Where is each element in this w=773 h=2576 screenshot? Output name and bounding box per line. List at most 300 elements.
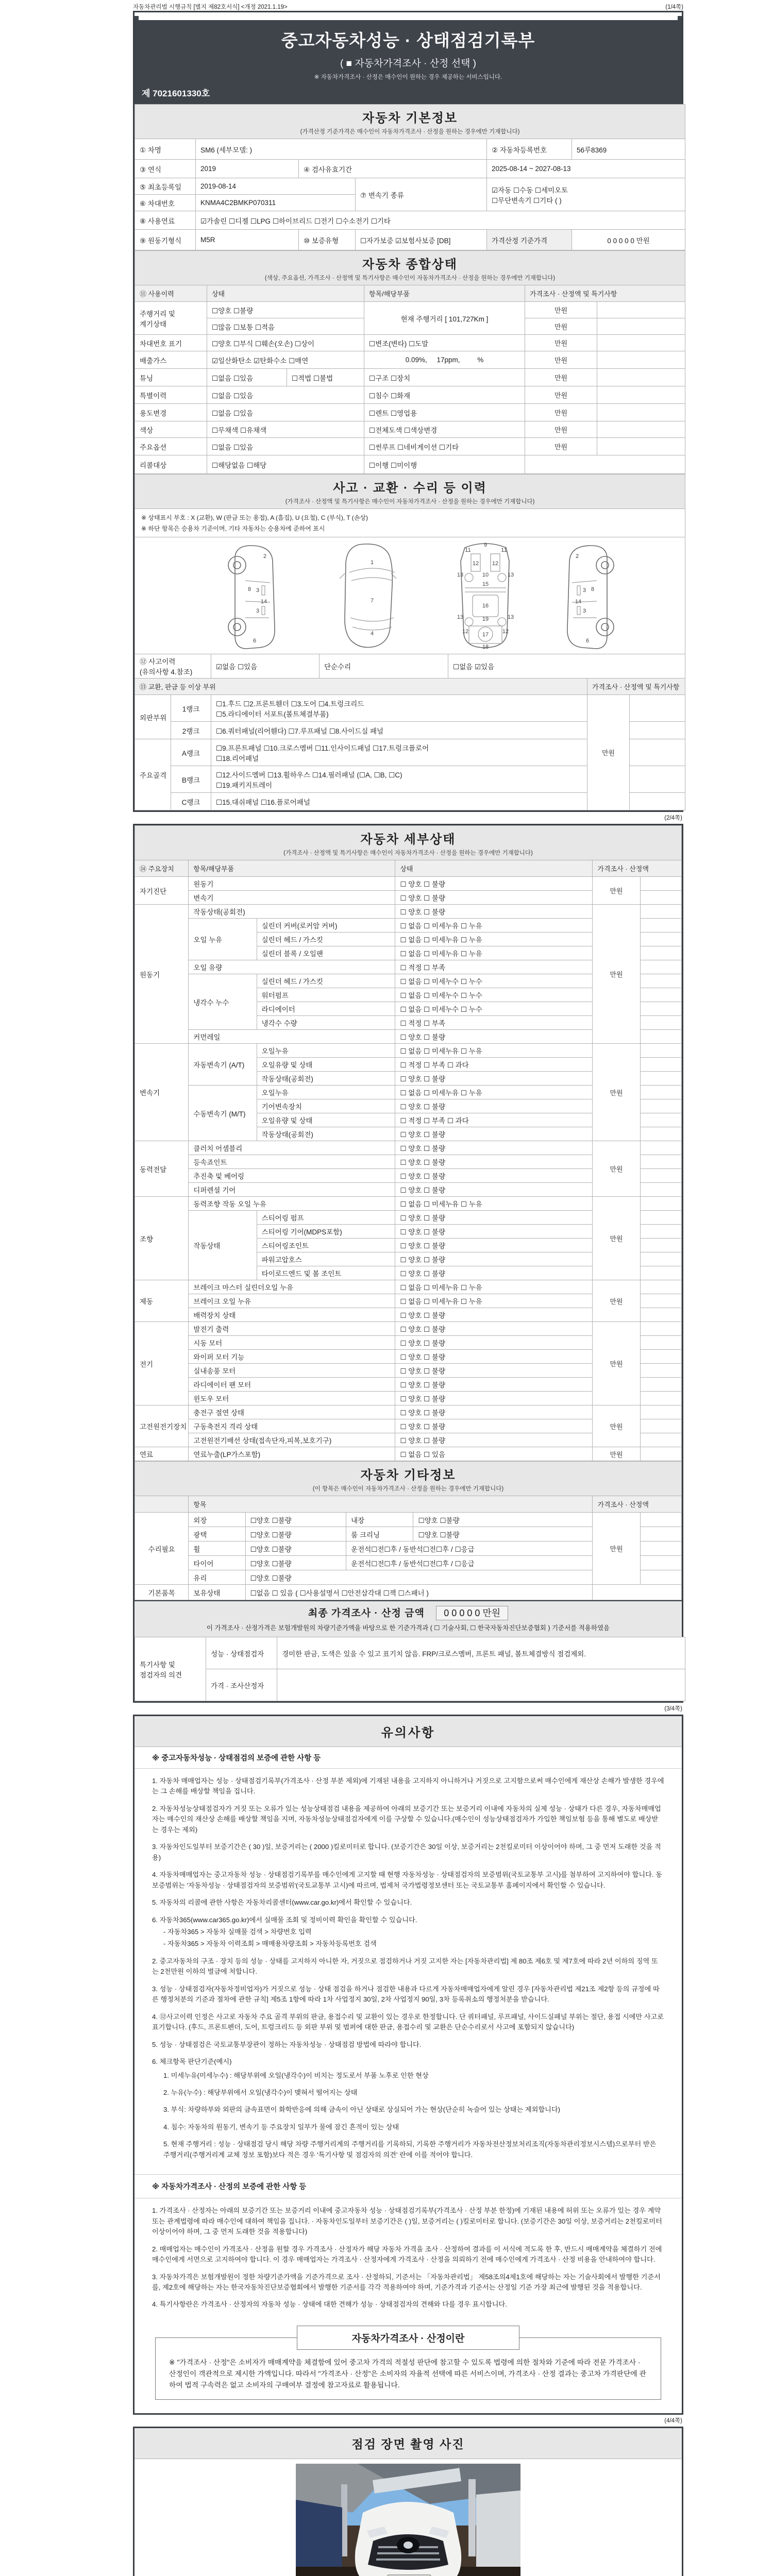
page-marker-4: (4/4쪽) [664, 2418, 682, 2425]
label-transmission: ⑦ 변속기 종류 [356, 178, 487, 211]
warranty-options[interactable]: ☐자가보증 ☑보험사보증 [DB] [356, 230, 487, 250]
tire-options[interactable]: ☐양호 ☐불량 [245, 1556, 346, 1570]
roomcleaning-options[interactable]: ☐양호 ☐불량 [413, 1527, 593, 1541]
state-options[interactable]: ☐ 없음 ☐ 미세누유 ☐ 누유 [395, 1294, 593, 1308]
accident-history-options[interactable]: ☑없음 ☐있음 [211, 654, 320, 679]
basic-info-table [135, 104, 685, 250]
vinmark-item-options[interactable]: ☐변조(변타) ☐도말 [364, 335, 525, 351]
label-car-name: ① 차명 [135, 139, 196, 160]
part-item-label: 작동상태(공회전) [257, 1127, 395, 1141]
detail-price-note [640, 905, 681, 919]
special-exist-options[interactable]: ☐없음 ☐있음 [207, 386, 364, 404]
part-item-label: 실린더 커버(로커암 커버) [257, 919, 395, 933]
detail-row [135, 1405, 682, 1419]
row-mileage-label: 주행거리 및 계기상태 [135, 302, 207, 335]
panel-number: 14 [260, 599, 267, 605]
rank2-price-note [630, 722, 685, 739]
part-item-label: 오일누유 [257, 1086, 395, 1099]
value-model-year: 2019 [196, 160, 299, 178]
etc-title: 자동차 기타정보 [360, 1468, 456, 1482]
state-options[interactable]: ☐ 없음 ☐ 미세누유 ☐ 누유 [395, 1280, 593, 1294]
device-group-label: 변속기 [135, 1044, 189, 1141]
part-item-label: 파워고압호스 [257, 1252, 395, 1266]
state-options[interactable]: ☐ 양호 ☐ 불량 [395, 1030, 593, 1044]
transmission-options-line1[interactable]: ☑자동 ☐수동 ☐세미오토 [492, 186, 568, 194]
label-first-reg: ⑤ 최초등록일 [135, 178, 196, 195]
value-vin: KNMA4C2BMKP070311 [196, 195, 356, 211]
detail-price-unit: 만원 [593, 1141, 640, 1197]
transmission-options[interactable] [487, 178, 685, 211]
detail-price-unit: 만원 [593, 1447, 640, 1461]
detail-price-unit: 만원 [593, 1280, 640, 1322]
etc-info-table [135, 1461, 682, 1600]
etc-title-band [135, 1462, 682, 1496]
wheel-label: 휠 [189, 1541, 245, 1556]
header-stripe [139, 16, 678, 20]
special-kind-options[interactable]: ☐침수 ☐화재 [364, 386, 525, 404]
interior-label: 내장 [346, 1513, 413, 1527]
detail-price-note [640, 1127, 681, 1141]
page-marker-3: (3/4쪽) [664, 1706, 682, 1712]
label-inspection-valid: ④ 검사유효기간 [299, 160, 487, 178]
photos-title: 점검 장면 촬영 사진 [351, 2437, 465, 2451]
state-options[interactable]: ☐ 양호 ☐ 불량 [395, 1155, 593, 1169]
state-options[interactable]: ☐ 양호 ☐ 불량 [395, 1225, 593, 1239]
state-options[interactable]: ☐ 양호 ☐ 불량 [395, 1211, 593, 1225]
holding-price-note [593, 1585, 682, 1600]
panel-number: 4 [370, 631, 374, 637]
simple-repair-options[interactable]: ☐없음 ☑있음 [448, 654, 685, 679]
regulation-text: 자동차관리법 시행규칙 [별지 제82호서식] <개정 2021.1.19> [133, 4, 288, 10]
detail-row [135, 1044, 682, 1058]
doc-service-note: ※ 자동차가격조사 · 산정은 매수인이 원하는 경우 제공하는 서비스입니다. [314, 74, 502, 80]
device-group-label: 제동 [135, 1280, 189, 1322]
state-options[interactable]: ☐ 적정 ☐ 부족 ☐ 과다 [395, 1113, 593, 1127]
detail-price-note [640, 1266, 681, 1280]
panel-number: 7 [370, 598, 374, 604]
state-options[interactable]: ☐ 양호 ☐ 불량 [395, 1141, 593, 1155]
detail-title-band [135, 826, 682, 860]
tuning-kind-options[interactable]: ☐구조 ☐장치 [364, 369, 525, 386]
panel-number: 3 [256, 587, 260, 594]
notice-item-bullet: - 자동차365 > 자동차 실매물 검색 > 차량번호 입력 [163, 1927, 312, 1936]
glass-price-note [640, 1570, 681, 1585]
detail-price-note [640, 1211, 681, 1225]
outer-panel-group-label: 외판부위 [135, 695, 171, 739]
panel-number: 8 [591, 586, 595, 592]
label-engine-type: ⑨ 원동기형식 [135, 230, 196, 250]
panel-number: 13 [507, 614, 514, 620]
overall-header-use: ⑪ 사용이력 [135, 285, 207, 302]
state-options[interactable]: ☐ 양호 ☐ 불량 [395, 1072, 593, 1086]
row-vinmark-label: 차대번호 표기 [135, 335, 207, 351]
label-fuel: ⑧ 사용연료 [135, 211, 196, 230]
usechange-kind-options[interactable]: ☐렌트 ☐영업용 [364, 404, 525, 421]
part-item-label: 윈도우 모터 [189, 1392, 395, 1405]
detail-price-note [640, 1113, 681, 1127]
notice-subitem: 3. 부식: 차량하부와 외판의 금속표면이 화학반응에 의해 금속이 아닌 상태로 상실되어 가는 현상(단순히 녹슬어 있는 상태는 제외합니다) [163, 2106, 560, 2114]
label-warranty-type: ⑩ 보증유형 [299, 230, 356, 250]
rank2-options[interactable]: ☐6.쿼터패널(리어휀다) ☐7.루프패널 ☐8.사이드실 패널 [211, 722, 587, 739]
detail-price-note [640, 974, 681, 988]
doc-number: 제 7021601330호 [142, 89, 210, 98]
overall-title-band [135, 251, 685, 285]
infobox-text: ※ "가격조사 · 산정"은 소비자가 매매계약을 체결함에 있어 중고차 가격의 적절성 판단에 참고할 수 있도록 법령에 의한 절차와 기준에 따라 전문 가격조사 · 산정인이 객관적으로 제시한 가액입니다. 따라서 "가격조사 · 산정"은 소비자의 자율적 선택에 따른 서비스이며, 가격조사 · 산정 결과는 중고차 가격판단에 관하여 법적 구속력은 없고 소비자의 구매여부 결정에 참고자료로 활용됩니다. [169, 2358, 646, 2389]
accident-legend-symbols: ※ 상태표시 부호 : X (교환), W (판금 또는 용접), A (흠집), U (요철), C (부식), T (손상) [141, 514, 368, 521]
panel-number: 19 [482, 616, 489, 622]
overall-header-price: 가격조사 · 산정액 및 특기사항 [525, 285, 685, 302]
detail-price-note [640, 1350, 681, 1364]
device-group-label: 고전원전기장치 [135, 1405, 189, 1447]
state-options[interactable]: ☐ 없음 ☐ 미세누유 ☐ 누유 [395, 919, 593, 933]
final-price-band [135, 1600, 682, 1637]
state-options[interactable]: ☐ 없음 ☐ 미세누유 ☐ 누유 [395, 933, 593, 946]
basic-subtitle: (가격산정 기준가격은 매수인이 자동차가격조사 · 산정을 원하는 경우에만 기재합니다) [300, 129, 520, 135]
state-options[interactable]: ☐ 양호 ☐ 불량 [395, 1169, 593, 1183]
notice-subitem: 1. 미세누유(미세누수) : 해당부위에 오일(냉각수)이 비치는 정도로서 부품 노후로 인한 현상 [163, 2071, 429, 2079]
rankB-price-note [630, 766, 685, 793]
accident-legend [135, 509, 685, 537]
state-options[interactable]: ☐ 양호 ☐ 불량 [395, 1336, 593, 1350]
subgroup-label: 냉각수 누수 [189, 974, 257, 1030]
notice-item: 3. 자동차인도일부터 보증기간은 ( 30 )일, 보증거리는 ( 2000 )킬로미터로 합니다. (보증기간은 30일 이상, 보증거리는 2천킬로미터 이상이어야 하며, 그 중 먼저 도래한 것을 적용) [152, 1843, 661, 1861]
panel-number: 6 [253, 638, 257, 644]
panel-number: 2 [575, 553, 579, 560]
row-emission-label: 배출가스 [135, 351, 207, 369]
recall-done-options[interactable]: ☐이행 ☐미이행 [364, 455, 525, 474]
part-item-label: 실린더 헤드 / 가스킷 [257, 933, 395, 946]
page2-block [133, 824, 683, 1703]
detail-price-unit: 만원 [593, 877, 640, 905]
rankB-label: B랭크 [171, 766, 211, 793]
notice-section1-head: ※ 중고자동차성능 · 상태점검의 보증에 관한 사항 등 [135, 1747, 682, 1769]
detail-price-unit: 만원 [593, 905, 640, 1044]
state-options[interactable]: ☐ 없음 ☐ 미세누유 ☐ 누유 [395, 946, 593, 960]
doc-header [135, 16, 682, 104]
notice-item: 1. 가격조사 · 산정자는 아래의 보증기간 또는 보증거리 이내에 중고자동차 성능 · 상태점검기록부(가격조사 · 산정 부분 한정)에 기재된 내용에 허위 또는 오류가 있는 경우 계약 또는 관계법령에 따라 매수인에 대하여 책임을 집니다. · 자동차인도일부터 보증기간은 ( )일, 보증거리는 ( )킬로미터로 합니다. (보증기간은 30일 이상, 보증거리는 2천킬로미터 이상이어야 하며, 그 중 먼저 도래한 것을 적용합니다) [152, 2207, 662, 2236]
glass-label: 유리 [189, 1570, 245, 1585]
part-item-label: 타이로드엔드 및 볼 조인트 [257, 1266, 395, 1280]
value-reg-no: 56루8369 [572, 139, 685, 160]
panel-number: 11 [465, 547, 471, 553]
state-options[interactable]: ☐ 적정 ☐ 부족 [395, 960, 593, 974]
detail-price-note [640, 1072, 681, 1086]
device-group-label: 전기 [135, 1322, 189, 1405]
color-kind-options[interactable]: ☐전체도색 ☐색상변경 [364, 421, 525, 438]
rankA-options-line2[interactable]: ☐18.리어패널 [216, 754, 259, 762]
wheel-options[interactable]: ☐양호 ☐불량 [245, 1541, 346, 1556]
usechange-price-unit: 만원 [525, 404, 597, 421]
option-price-note [597, 438, 685, 455]
state-options[interactable]: ☐ 없음 ☐ 있음 [395, 1447, 593, 1461]
part-item-label: 실린더 헤드 / 가스킷 [257, 974, 395, 988]
panel-number: 3 [582, 587, 586, 594]
rank1-options-line1[interactable]: ☐1.후드 ☐2.프론트휀더 ☐3.도어 ☐4.트렁크리드 [216, 700, 364, 708]
panel-number: 11 [501, 547, 507, 553]
value-engine-type: M5R [196, 230, 299, 250]
detail-price-note [640, 1419, 681, 1433]
device-group-label: 동력전달 [135, 1141, 189, 1197]
state-options[interactable]: ☐ 양호 ☐ 불량 [395, 1099, 593, 1113]
panel-number: 3 [256, 608, 260, 614]
page1-block [133, 11, 683, 812]
state-options[interactable]: ☐ 적정 ☐ 부족 [395, 1016, 593, 1030]
rankB-options[interactable] [211, 766, 587, 793]
photos-block [133, 2427, 683, 2576]
detail-row [135, 877, 682, 891]
detail-price-note [640, 1336, 681, 1350]
detail-price-note [640, 1044, 681, 1058]
detail-header-state: 상태 [395, 860, 593, 877]
state-options[interactable]: ☐ 양호 ☐ 불량 [395, 1350, 593, 1364]
tuning-legal-options[interactable]: ☐적법 ☐불법 [287, 369, 364, 386]
tire-position-options[interactable]: 운전석☐전☐후 / 동반석☐전☐후 / ☐응급 [346, 1556, 593, 1570]
vinmark-state-options[interactable]: ☐양호 ☐부식 ☐훼손(오손) ☐상이 [207, 335, 364, 351]
final-price-label: 최종 가격조사 · 산정 금액 [308, 1608, 425, 1619]
state-options[interactable]: ☐ 없음 ☐ 미세누유 ☐ 누유 [395, 1044, 593, 1058]
appraiser-label: 가격 · 조사산정자 [206, 1669, 277, 1701]
detail-price-note [640, 1378, 681, 1392]
detail-price-note [640, 1294, 681, 1308]
notice-item: 3. 자동차가격은 보험개발원이 정한 차량기준가액을 기준가격으로 조사 · 산정하되, 기준서는 「자동차관리법」 제58조의4제1호에 해당하는 자는 기술사회에서 발행한 기준서를, 제2호에 해당하는 자는 한국자동차진단보증협회에서 발행한 기준서를 각각 적용하여야 하며, 기준가격과 기준서는 산정일 기준 가장 최근에 발행된 것을 적용합니다. [152, 2273, 661, 2291]
state-options[interactable]: ☐ 양호 ☐ 불량 [395, 1308, 593, 1322]
part-item-label: 오일 유량 [189, 960, 395, 974]
notice-title: 유의사항 [381, 1726, 435, 1740]
detail-price-note [640, 1155, 681, 1169]
detail-price-unit: 만원 [593, 1405, 640, 1447]
label-model-year: ③ 연식 [135, 160, 196, 178]
car-diagram-svg [135, 540, 671, 651]
panel-number: 17 [482, 632, 489, 638]
detail-price-note [640, 877, 681, 891]
part-item-label: 실내송풍 모터 [189, 1364, 395, 1378]
panel-number: 12 [462, 629, 469, 635]
rankC-options[interactable]: ☐15.대쉬패널 ☐16.플로어패널 [211, 793, 587, 810]
mileage-amount-options[interactable]: ☐많음 ☐보통 ☐적음 [207, 318, 364, 335]
notice-item: 5. 성능 · 상태점검은 국토교통부장관이 정하는 자동차성능 · 상태점검 방법에 따라야 합니다. [152, 2040, 422, 2048]
value-car-name: SM6 (세부모델: ) [196, 139, 487, 160]
car-damage-diagram [135, 537, 685, 654]
tuning-price-unit: 만원 [525, 369, 597, 386]
detail-price-note [640, 1239, 681, 1252]
subgroup-label: 수동변속기 (M/T) [189, 1086, 257, 1141]
etc-subtitle: (이 항목은 매수인이 자동차가격조사 · 산정을 원하는 경우에만 기재합니다) [312, 1486, 504, 1492]
part-item-label: 기어변속장치 [257, 1099, 395, 1113]
final-price-value: 0 0 0 0 0 만원 [436, 1606, 508, 1620]
rankB-options-line1[interactable]: ☐12.사이드멤버 ☐13.휠하우스 ☐14.필러패널 (☐A, ☐B, ☐C) [216, 771, 402, 779]
detail-price-note [640, 988, 681, 1002]
notice-item: 6. 자동차365(www.car365.go.kr)에서 실매물 조회 및 정비이력 확인을 확인할 수 있습니다. [152, 1916, 417, 1924]
detail-row [135, 905, 682, 919]
state-options[interactable]: ☐ 양호 ☐ 불량 [395, 1266, 593, 1280]
state-options[interactable]: ☐ 양호 ☐ 불량 [395, 1405, 593, 1419]
state-options[interactable]: ☐ 양호 ☐ 불량 [395, 1378, 593, 1392]
panel-number: 2 [263, 553, 267, 560]
rankB-options-line2[interactable]: ☐19.패키지트레이 [216, 781, 273, 789]
etc-header-item: 항목 [189, 1496, 593, 1513]
detail-price-note [640, 1447, 681, 1461]
detail-header-item: 항목/해당부품 [189, 860, 395, 877]
notice-section3-body [135, 2198, 682, 2322]
vinmark-price-unit: 만원 [525, 335, 597, 351]
part-item-label: 충전구 절연 상태 [189, 1405, 395, 1419]
tire-price-note [640, 1556, 681, 1570]
rankA-options-line1[interactable]: ☐9.프론트패널 ☐10.크로스멤버 ☐11.인사이드패널 ☐17.트렁크플로어 [216, 744, 429, 752]
exterior-options[interactable]: ☐양호 ☐불량 [245, 1513, 346, 1527]
part-item-label: 시동 모터 [189, 1336, 395, 1350]
recall-target-options[interactable]: ☐해당없음 ☐해당 [207, 455, 364, 474]
rankC-label: C랭크 [171, 793, 211, 810]
state-options[interactable]: ☐ 양호 ☐ 불량 [395, 1419, 593, 1433]
etc-header-price: 가격조사 · 산정액 [593, 1496, 682, 1513]
option-exist-options[interactable]: ☐없음 ☐있음 [207, 438, 364, 455]
repair-need-group-label: 수리필요 [135, 1513, 189, 1585]
detail-row [135, 1322, 682, 1336]
mileage-price-note [597, 302, 685, 318]
basic-title: 자동차 기본정보 [362, 111, 458, 125]
interior-options[interactable]: ☐양호 ☐불량 [413, 1513, 593, 1527]
notice-subitem: 4. 침수: 자동차의 원동기, 변속기 등 주요장치 일부가 물에 잠긴 흔적이 있는 상태 [163, 2123, 399, 2131]
notice-block [133, 1715, 683, 2415]
state-options[interactable]: ☐ 양호 ☐ 불량 [395, 1392, 593, 1405]
state-options[interactable]: ☐ 양호 ☐ 불량 [395, 1322, 593, 1336]
holding-state-options[interactable]: ☐없음 ☐ 있음 ( ☐사용설명서 ☐안전삼각대 ☐잭 ☐스패너 ) [245, 1585, 593, 1600]
tuning-exist-options[interactable]: ☐없음 ☐있음 [207, 369, 287, 386]
exterior-label: 외장 [189, 1513, 245, 1527]
tire-label: 타이어 [189, 1556, 245, 1570]
mileage-state-options[interactable]: ☐양호 ☐불량 [207, 302, 364, 318]
detail-subtitle: (가격조사 · 산정액 및 특기사항은 매수인이 자동차가격조사 · 산정을 원하는 경우에만 기재합니다) [283, 850, 533, 856]
state-options[interactable]: ☐ 양호 ☐ 불량 [395, 1433, 593, 1447]
infobox-title: 자동차가격조사 · 산정이란 [297, 2326, 519, 2350]
price-survey-infobox [155, 2333, 661, 2400]
detail-price-note [640, 1405, 681, 1419]
notice-item: 5. 자동차의 리콜에 관한 사항은 자동차리콜센터(www.car.go.kr)에서 확인할 수 있습니다. [152, 1899, 412, 1907]
panel-number: 14 [575, 599, 582, 605]
wheel-position-options[interactable]: 운전석☐전☐후 / 동반석☐전☐후 / ☐응급 [346, 1541, 593, 1556]
device-group-label: 연료 [135, 1447, 189, 1461]
state-options[interactable]: ☐ 양호 ☐ 불량 [395, 1183, 593, 1197]
part-item-label: 등속죠인트 [189, 1155, 395, 1169]
detail-price-note [640, 1099, 681, 1113]
device-group-label: 자기진단 [135, 877, 189, 905]
detail-row [135, 1141, 682, 1155]
rankA-label: A랭크 [171, 739, 211, 766]
part-item-label: 오일누유 [257, 1044, 395, 1058]
page-marker-1: (1/4쪽) [665, 4, 683, 10]
notice-item-bullet: - 자동차365 > 자동차 이력조회 > 매매용차량조회 > 자동차등록번호 검색 [163, 1940, 377, 1948]
overall-title: 자동차 종합상태 [362, 258, 458, 272]
fuel-options[interactable]: ☑가솔린 ☐디젤 ☐LPG ☐하이브리드 ☐전기 ☐수소전기 ☐기타 [196, 211, 685, 230]
subgroup-label: 작동상태 [189, 1211, 257, 1280]
mileage-current-value: 현재 주행거리 [ 101,727Km ] [364, 302, 525, 335]
appraiser-opinion-text [277, 1669, 685, 1701]
detail-price-note [640, 933, 681, 946]
main-frame-group-label: 주요골격 [135, 739, 171, 810]
emission-state-options[interactable]: ☑일산화탄소 ☑탄화수소 ☐매연 [207, 351, 364, 369]
usechange-exist-options[interactable]: ☐없음 ☐있음 [207, 404, 364, 421]
part-item-label: 실린더 블록 / 오일팬 [257, 946, 395, 960]
overall-header-item: 항목/해당부품 [364, 285, 525, 302]
row-option-label: 주요옵션 [135, 438, 207, 455]
part-item-label: 구동축전지 격리 상태 [189, 1419, 395, 1433]
state-options[interactable]: ☐ 없음 ☐ 미세누수 ☐ 누수 [395, 1002, 593, 1016]
part-item-label: 스티어링조인트 [257, 1239, 395, 1252]
state-options[interactable]: ☐ 없음 ☐ 미세누수 ☐ 누수 [395, 988, 593, 1002]
state-options[interactable]: ☐ 없음 ☐ 미세누유 ☐ 누유 [395, 1086, 593, 1099]
exterior-price-note [640, 1513, 681, 1527]
mileage-price-unit2: 만원 [525, 318, 597, 335]
detail-price-note [640, 891, 681, 905]
detail-price-note [640, 1225, 681, 1239]
panel-number: 12 [492, 561, 499, 567]
part-item-label: 라디에이터 [257, 1002, 395, 1016]
page-marker-2: (2/4쪽) [664, 815, 682, 821]
panel-number: 13 [457, 572, 464, 578]
part-item-label: 스티어링 펌프 [257, 1211, 395, 1225]
state-options[interactable]: ☐ 양호 ☐ 불량 [395, 877, 593, 891]
transmission-options-line2[interactable]: ☐무단변속기 ☐기타 ( ) [492, 196, 562, 205]
state-options[interactable]: ☐ 적정 ☐ 부족 ☐ 과다 [395, 1058, 593, 1072]
notice-item: 2. 중고자동차의 구조 · 장치 등의 성능 · 상태를 고지하지 아니한 자, 거짓으로 점검하거나 거짓 고지한 자는 [자동차관리법] 제 80조 제6호 및 제7호에 따라 2년 이하의 징역 또는 2천만원 이하의 벌금에 처합니다. [152, 1957, 658, 1976]
rankC-price-note [630, 793, 685, 810]
detail-row [135, 1197, 682, 1211]
etc-header-blank [135, 1496, 189, 1513]
notice-item: 3. 성능 · 상태점검자(자동차정비업자)가 거짓으로 성능 · 상태 점검을 하거나 점검한 내용과 다르게 자동차매매업자에게 알린 경우 [자동차관리법 제21조 제2항 등의 규정에 따른 행정처분의 기준과 절차에 관한 규칙] 제5조 1항에 따라 1차 사업정지 30일, 2차 사업정지 90일, 3차 등록취소의 행정처분을 받습니다. [152, 1985, 660, 2004]
rank1-options[interactable] [211, 695, 587, 722]
state-options[interactable]: ☐ 양호 ☐ 불량 [395, 891, 593, 905]
polish-options[interactable]: ☐양호 ☐불량 [245, 1527, 346, 1541]
state-options[interactable]: ☐ 양호 ☐ 불량 [395, 1252, 593, 1266]
row-color-label: 색상 [135, 421, 207, 438]
state-options[interactable]: ☐ 양호 ☐ 불량 [395, 1364, 593, 1378]
panel-number: 8 [247, 586, 251, 592]
detail-price-note [640, 1252, 681, 1266]
notice-item: 4. 자동차매매업자는 중고자동차 성능 · 상태점검기록부를 매수인에게 고지할 때 현행 자동차성능 · 상태점검자의 보증범위(국토교통부 고시)를 첨부하여 고지하여야 합니다. 동 보증범위는 '자동차성능 · 상태점검자의 보증범위'(국토교통부 고시)에 따르며, 법제처 국가법령정보센터 또는 국토교통부 홈페이지에서 확인할 수 있습니다. [152, 1871, 662, 1889]
row-special-label: 특별이력 [135, 386, 207, 404]
color-state-options[interactable]: ☐무채색 ☐유채색 [207, 421, 364, 438]
overall-subtitle: (색상, 주요옵션, 가격조사 · 산정액 및 특기사항은 매수인이 자동차가격조사 · 산정을 원하는 경우에만 기재합니다) [264, 275, 556, 281]
panel-number: 12 [472, 561, 479, 567]
detail-price-note [640, 1364, 681, 1378]
glass-options[interactable]: ☐양호 ☐불량 [245, 1570, 593, 1585]
rankA-options[interactable] [211, 739, 587, 766]
state-options[interactable]: ☐ 양호 ☐ 불량 [395, 1127, 593, 1141]
detail-price-note [640, 1322, 681, 1336]
part-item-label: 스티어링 기어(MDPS포함) [257, 1225, 395, 1239]
part-item-label: 오일유량 및 상태 [257, 1113, 395, 1127]
special-price-unit: 만원 [525, 386, 597, 404]
state-options[interactable]: ☐ 없음 ☐ 미세누유 ☐ 누유 [395, 1197, 593, 1211]
detail-price-note [640, 1058, 681, 1072]
option-price-unit: 만원 [525, 438, 597, 455]
tuning-price-note [597, 369, 685, 386]
rank1-options-line2[interactable]: ☐5.라디에이터 서포트(볼트체결부품) [216, 710, 329, 718]
state-options[interactable]: ☐ 양호 ☐ 불량 [395, 1239, 593, 1252]
state-options[interactable]: ☐ 양호 ☐ 불량 [395, 905, 593, 919]
part-item-label: 오일유량 및 상태 [257, 1058, 395, 1072]
detail-row [135, 1447, 682, 1461]
notice-item: 1. 자동차 매매업자는 성능 · 상태점검기록부(가격조사 · 산정 부분 제외)에 기재된 내용을 고지하지 아니하거나 거짓으로 고지함으로써 매수인에게 재산상 손해가 발생한 경우에는 그 손해를 배상할 책임을 집니다. [152, 1777, 664, 1795]
state-options[interactable]: ☐ 없음 ☐ 미세누수 ☐ 누수 [395, 974, 593, 988]
accident-history-table [135, 474, 685, 810]
part-item-label: 작동상태(공회전) [189, 905, 395, 919]
basic-items-group-label: 기본품목 [135, 1585, 189, 1600]
option-kind-options[interactable]: ☐썬루프 ☐네비게이션 ☐기타 [364, 438, 525, 455]
part-item-label: 변속기 [189, 891, 395, 905]
part-item-label: 디퍼렌셜 기어 [189, 1183, 395, 1197]
notice-item: 2. 자동차성능상태점검자가 거짓 또는 오류가 있는 성능상태점검 내용을 제공하여 아래의 보증기간 또는 보증거리 이내에 자동차의 실제 성능 · 상태가 다른 경우, 자동차매매업자는 매수인의 재산상 손해를 배상할 책임을 지며, 자동차성능상태점검자에게 이를 구상할 수 있습니다.(매수인이 성능상태점검자가 가입한 책임보험 등을 통해 별도로 배상받는 경우는 제외) [152, 1804, 661, 1834]
